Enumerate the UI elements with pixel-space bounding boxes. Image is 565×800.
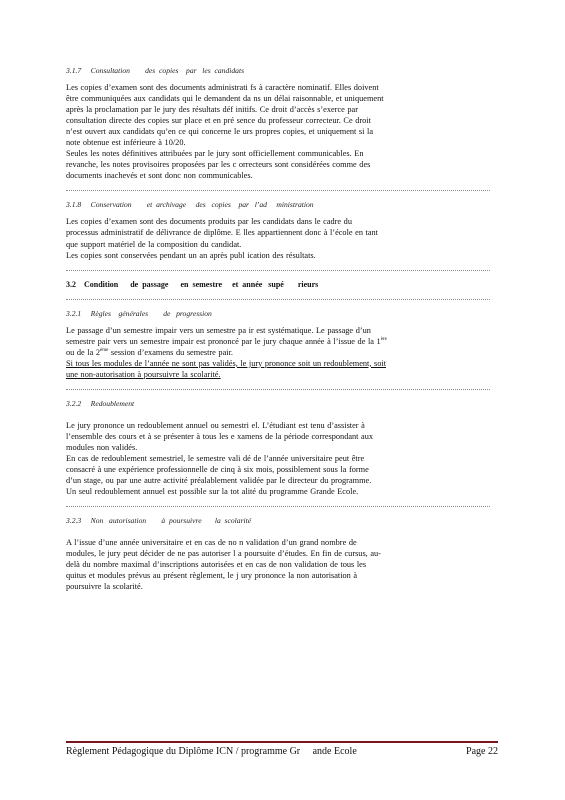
paragraph-line: consacré à une expérience professionnelle de cinq à six mois, possiblement sous la forme [66, 465, 369, 475]
section-divider [66, 270, 490, 271]
paragraph-line: Seules les notes définitives attribuées par le jury sont officiellement communicables. En [66, 149, 364, 159]
paragraph-line: être communiquées aux candidats qui le demandent da ns un délai raisonnable, et uniquement [66, 94, 384, 104]
paragraph-line: ou de la 2ème session d’examens du semestre pair. [66, 347, 233, 357]
paragraph-line: poursuivre la scolarité. [66, 582, 143, 592]
paragraph-line: quitus et modules prévus au présent règlement, le j ury prononce la non autorisation à [66, 571, 358, 581]
paragraph-line: Le passage d’un semestre impair vers un semestre pa ir est systématique. Le passage d’un [66, 325, 371, 335]
section-heading-3-1-7: 3.1.7 Consultation des copies par les candidats [66, 66, 245, 75]
section-divider [66, 506, 490, 507]
page-number: Page 22 [466, 746, 498, 757]
paragraph-line: d’un stage, ou par une autre activité préalablement validée par le directeur du programme. [66, 476, 372, 486]
page-footer [66, 746, 498, 782]
paragraph-line: n’est ouvert aux candidats qu’en ce qui concerne le urs propres copies, et uniquement si la [66, 127, 374, 137]
paragraph-line: Le jury prononce un redoublement annuel ou semestri el. L’étudiant est tenu d’assister à [66, 420, 365, 430]
paragraph-line: En cas de redoublement semestriel, le semestre vali dé de l’année universitaire peut être [66, 453, 365, 463]
paragraph-line: delà du nombre maximal d’inscriptions autorisées et en cas de non validation de tous les [66, 560, 367, 570]
paragraph-line: après la proclamation par le jury des résultats déf initifs. Ce droit d’accès s’exerce par [66, 105, 358, 115]
section-body-3-2-1 [66, 325, 490, 380]
section-body-3-2-2 [66, 420, 490, 497]
underlined-line: Si tous les modules de l’année ne sont pas validés, le jury prononce soit un redoublement, soit [66, 358, 386, 368]
paragraph-line: Un seul redoublement annuel est possible sur la tot alité du programme Grande Ecole. [66, 487, 359, 497]
paragraph-line: Les copies sont conservées pendant un an après publ ication des résultats. [66, 250, 316, 260]
document-page [66, 66, 490, 592]
paragraph-line: Les copies d’examen sont des documents administrati fs à caractère nominatif. Elles doivent [66, 83, 379, 92]
footer-title: Règlement Pédagogique du Diplôme ICN / programme Gr ande Ecole [66, 746, 357, 757]
paragraph-line: A l’issue d’une année universitaire et en cas de no n validation d’un grand nombre de [66, 538, 357, 548]
paragraph-line: processus administratif de délivrance de diplôme. E lles appartiennent donc à l’école en tant [66, 228, 378, 238]
section-body-3-2-3 [66, 537, 490, 592]
paragraph-line: consultation directe des copies sur place et en pré sence du professeur correcteur. Ce droit [66, 116, 371, 126]
section-heading-3-1-8: 3.1.8 Conservation et archivage des copies par l’ad ministration [66, 200, 314, 210]
paragraph-line: Les copies d’examen sont des documents produits par les candidats dans le cadre du [66, 217, 352, 227]
paragraph-line: que support matériel de la composition du candidat. [66, 239, 242, 249]
paragraph-line: documents inachevés et sont donc non communicables. [66, 171, 253, 181]
paragraph-line: une non-autorisation à poursuivre la scolarité. [66, 369, 221, 379]
section-body-3-1-7 [66, 82, 490, 181]
section-divider [66, 389, 490, 390]
section-heading-3-2: 3.2 Condition de passage en semestre et année supé rieurs [66, 279, 319, 289]
section-body-3-1-8 [66, 216, 490, 260]
paragraph-line: modules non validés. [66, 442, 138, 452]
section-divider [66, 299, 490, 300]
paragraph-line: l’ensemble des cours et à se présenter à tous les e xamens de la période correspondant aux [66, 431, 374, 441]
paragraph-line: modules, le jury peut décider de ne pas autoriser l a poursuite d’études. En fin de cursus, au- [66, 549, 381, 559]
footer-rule [66, 741, 498, 743]
paragraph-line: semestre pair vers un semestre impair est prononcé par le jury chaque année à l’issue de la 1ère [66, 336, 387, 346]
section-divider [66, 190, 490, 191]
section-heading-3-2-1: 3.2.1 Règles générales de progression [66, 308, 212, 318]
paragraph-line: note obtenue est inférieure à 10/20. [66, 138, 186, 148]
section-heading-3-2-3: 3.2.3 Non autorisation à poursuivre la scolarité [66, 516, 252, 526]
paragraph-line: revanche, les notes provisoires proposées par les c orrecteurs sont considérées comme des [66, 160, 371, 170]
section-heading-3-2-2: 3.2.2 Redoublement [66, 398, 135, 408]
